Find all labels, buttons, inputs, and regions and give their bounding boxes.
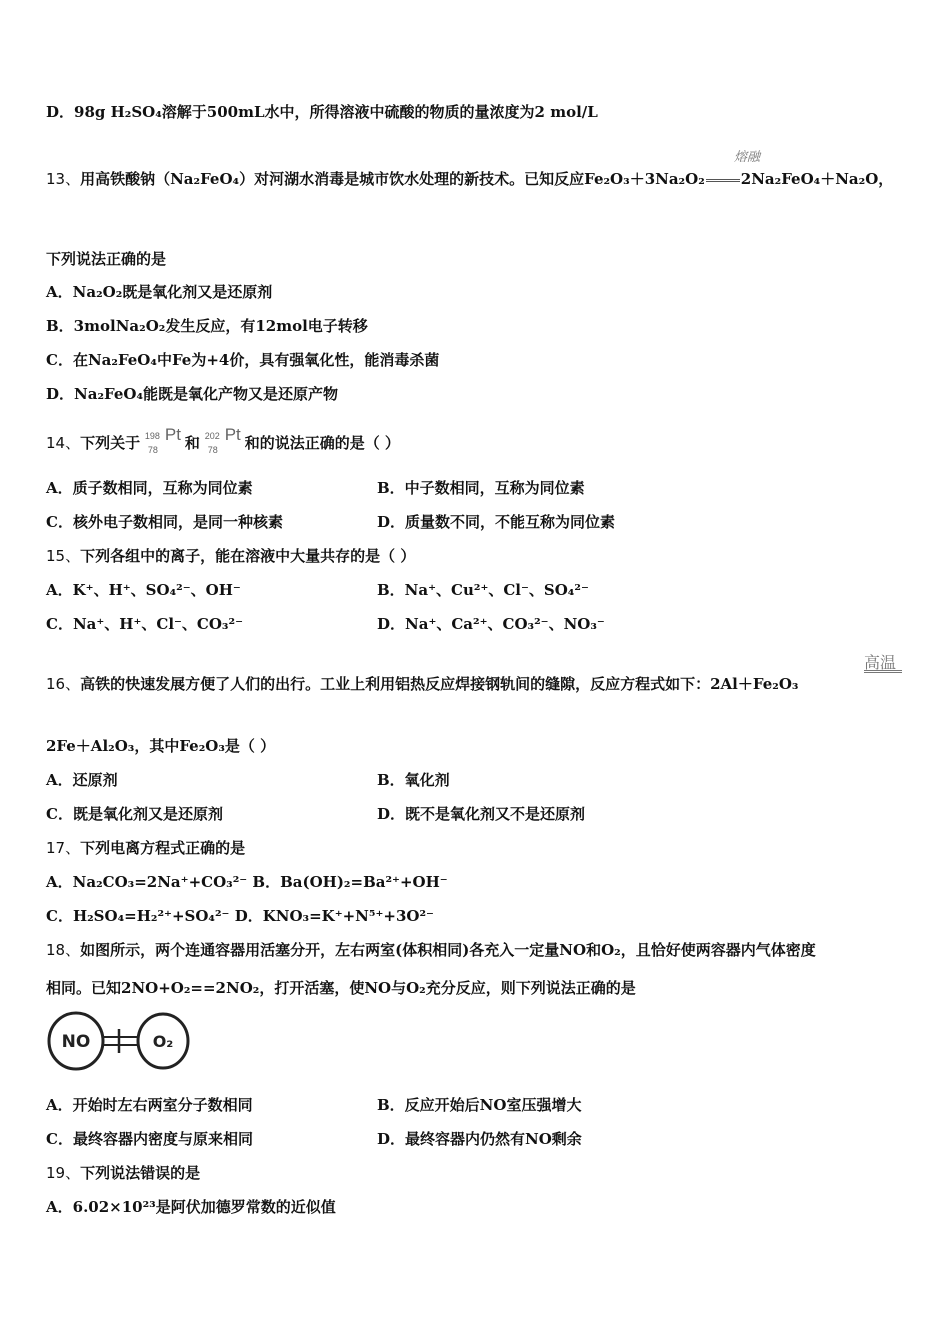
q16-stem-line1: 16、高铁的快速发展方便了人们的出行。工业上利用铝热反应焊接钢轨间的缝隙，反应方程式如下：2Al＋Fe₂O₃: [46, 675, 799, 693]
q15-stem: 15、下列各组中的离子，能在溶液中大量共存的是（ ）: [46, 547, 416, 565]
q18-option-c: C．最终容器内密度与原来相同: [46, 1130, 253, 1148]
q14-and: 和: [184, 434, 200, 452]
q19-option-a: A．6.02×10²³是阿伏加德罗常数的近似值: [46, 1198, 336, 1216]
q15-option-c: C．Na⁺、H⁺、Cl⁻、CO₃²⁻: [46, 615, 243, 633]
q14-option-d: D．质量数不同，不能互称为同位素: [377, 513, 616, 531]
q18-option-b: B．反应开始后NO室压强增大: [377, 1096, 582, 1114]
q18-stem-line1: 18、如图所示，两个连通容器用活塞分开，左右两室(体积相同)各充入一定量NO和O₂，且恰好使两容器内气体密度: [46, 941, 816, 959]
q16-option-c: C．既是氧化剂又是还原剂: [46, 805, 223, 823]
q17-stem: 17、下列电离方程式正确的是: [46, 839, 246, 857]
q14-option-c: C．核外电子数相同，是同一种核素: [46, 513, 283, 531]
q16-option-a: A．还原剂: [46, 771, 118, 789]
q14-stem: [46, 425, 400, 455]
q13-option-c: C．在Na₂FeO₄中Fe为+4价，具有强氧化性，能消毒杀菌: [46, 351, 440, 369]
q13-reaction-arrow: [706, 179, 740, 182]
q14-stem-b: 和的说法正确的是（ ）: [244, 434, 400, 452]
q13-stem-line2: 下列说法正确的是: [46, 250, 167, 268]
q16-condition: 高温: [864, 653, 897, 672]
q12-option-d: D．98g H₂SO₄溶解于500mL水中，所得溶液中硫酸的物质的量浓度为2 mol/L: [46, 103, 598, 121]
q18-label-o2: O₂: [152, 1032, 174, 1051]
q16-option-b: B．氧化剂: [377, 771, 450, 789]
q16-number: 16、: [46, 675, 81, 693]
q15-number: 15、: [46, 547, 81, 565]
q17-options-ab: A．Na₂CO₃=2Na⁺+CO₃²⁻ B．Ba(OH)₂=Ba²⁺+OH⁻: [46, 873, 448, 891]
q13-option-a: A．Na₂O₂既是氧化剂又是还原剂: [46, 283, 273, 301]
q14-number: 14、: [46, 434, 81, 452]
q14-isotope-202pt: 202 78 Pt: [204, 425, 241, 455]
q13-eq-left: Fe₂O₃＋3Na₂O₂: [584, 170, 705, 188]
q14-isotope-198pt: 198 78 Pt: [144, 425, 181, 455]
q14-option-a: A．质子数相同，互称为同位素: [46, 479, 253, 497]
q14-stem-a: 下列关于: [80, 434, 141, 452]
q16-option-d: D．既不是氧化剂又不是还原剂: [377, 805, 586, 823]
q13-option-b: B．3molNa₂O₂发生反应，有12mol电子转移: [46, 317, 368, 335]
q19-stem: 19、下列说法错误的是: [46, 1164, 201, 1182]
q13-eq-right: 2Na₂FeO₄＋Na₂O，: [740, 170, 894, 188]
q13-stem-a: 用高铁酸钠（Na₂FeO₄）对河湖水消毒是城市饮水处理的新技术。已知反应: [80, 170, 585, 188]
q15-option-d: D．Na⁺、Ca²⁺、CO₃²⁻、NO₃⁻: [377, 615, 605, 633]
q18-option-d: D．最终容器内仍然有NO剩余: [377, 1130, 582, 1148]
q17-number: 17、: [46, 839, 81, 857]
q15-option-a: A．K⁺、H⁺、SO₄²⁻、OH⁻: [46, 581, 241, 599]
q18-option-a: A．开始时左右两室分子数相同: [46, 1096, 253, 1114]
q13-condition: 熔融: [734, 150, 761, 165]
q13-option-d: D．Na₂FeO₄能既是氧化产物又是还原产物: [46, 385, 339, 403]
q16-reaction-arrow: [864, 670, 902, 673]
q19-number: 19、: [46, 1164, 81, 1182]
q17-options-cd: C．H₂SO₄=H₂²⁺+SO₄²⁻ D．KNO₃=K⁺+N⁵⁺+3O²⁻: [46, 907, 434, 925]
q16-stem-line2: 2Fe＋Al₂O₃，其中Fe₂O₃是（ ）: [46, 737, 276, 755]
q18-number: 18、: [46, 941, 81, 959]
q18-stem-line2: 相同。已知2NO+O₂==2NO₂，打开活塞，使NO与O₂充分反应，则下列说法正确的是: [46, 979, 636, 997]
q16-eq-left: 2Al＋Fe₂O₃: [710, 675, 799, 693]
q15-option-b: B．Na⁺、Cu²⁺、Cl⁻、SO₄²⁻: [377, 581, 589, 599]
q13-number: 13、: [46, 170, 81, 188]
q14-option-b: B．中子数相同，互称为同位素: [377, 479, 585, 497]
q18-label-no: NO: [61, 1032, 91, 1052]
q18-figure-connected-vessels: [46, 1010, 190, 1072]
q13-stem-line1: [46, 169, 893, 189]
